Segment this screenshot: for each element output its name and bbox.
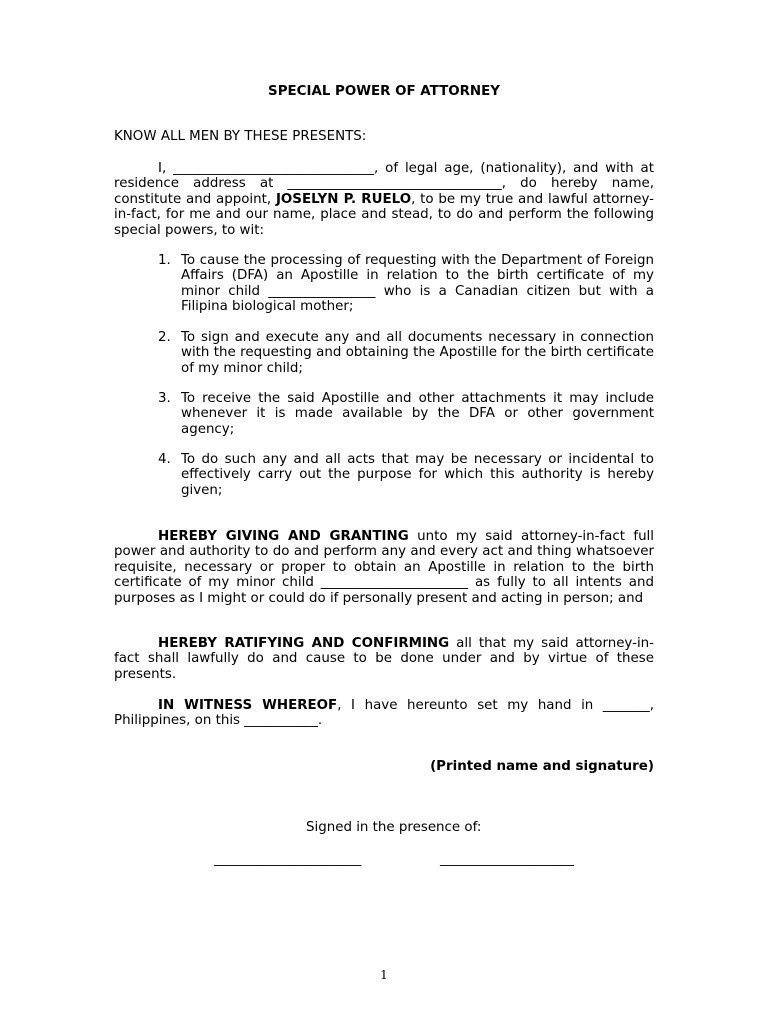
presence-label: Signed in the presence of: bbox=[306, 820, 482, 835]
intro-text-end: , to be my true and lawful attorney-in-fact, for me and our name, place and stead, to do and perform the following special powers, to wit: bbox=[114, 191, 654, 238]
witness-paragraph bbox=[114, 698, 654, 729]
power-number: 2. bbox=[158, 330, 171, 345]
opening-clause: KNOW ALL MEN BY THESE PRESENTS: bbox=[114, 129, 367, 144]
signature-label: (Printed name and signature) bbox=[430, 759, 654, 774]
document-title: SPECIAL POWER OF ATTORNEY bbox=[268, 84, 500, 99]
witness-line-1: ______________________ bbox=[214, 852, 362, 867]
power-number: 4. bbox=[158, 452, 171, 467]
page-number: 1 bbox=[380, 968, 388, 982]
granting-paragraph bbox=[114, 529, 654, 606]
granting-text: unto my said attorney-in-fact full power and authority to do and perform any and every act and thing whatsoever requisite, necessary or proper to obtain an Apostille in relation to the birth certificate of my minor child ______________________ as fully to all intents and purposes as I might or could do if personally present and acting in person; and bbox=[114, 529, 655, 606]
power-text: To sign and execute any and all documents necessary in connection with the requesting and obtaining the Apostille for the birth certificate of my minor child; bbox=[181, 330, 654, 376]
witness-text: , I have hereunto set my hand in _______, Philippines, on this ___________. bbox=[114, 698, 654, 729]
witness-line-2: ____________________ bbox=[440, 852, 574, 867]
ratifying-text: all that my said attorney-in-fact shall lawfully do and cause to be done under and by virtue of these presents. bbox=[114, 636, 654, 682]
power-text: To cause the processing of requesting with the Department of Foreign Affairs (DFA) an Apostille in relation to the birth certificate of my minor child ________________ who is a Canadian citizen but with a Filipina biological mother; bbox=[181, 253, 654, 315]
intro-paragraph bbox=[114, 161, 654, 238]
witness-lead: IN WITNESS WHEREOF bbox=[158, 698, 338, 713]
power-number: 1. bbox=[158, 253, 171, 268]
attorney-name: JOSELYN P. RUELO bbox=[275, 191, 412, 207]
ratifying-paragraph bbox=[114, 636, 654, 682]
ratifying-lead: HEREBY RATIFYING AND CONFIRMING bbox=[158, 636, 450, 651]
power-number: 3. bbox=[158, 391, 171, 406]
power-text: To receive the said Apostille and other attachments it may include whenever it is made available by the DFA or other government agency; bbox=[181, 391, 654, 437]
granting-lead: HEREBY GIVING AND GRANTING bbox=[158, 529, 409, 544]
intro-text-start: I, ______________________________, of legal age, (nationality), and with at residence address at ________________________________, do hereby name, constitute and appoint, bbox=[114, 161, 654, 207]
power-text: To do such any and all acts that may be necessary or incidental to effectively carry out the purpose for which this authority is hereby given; bbox=[181, 452, 654, 498]
